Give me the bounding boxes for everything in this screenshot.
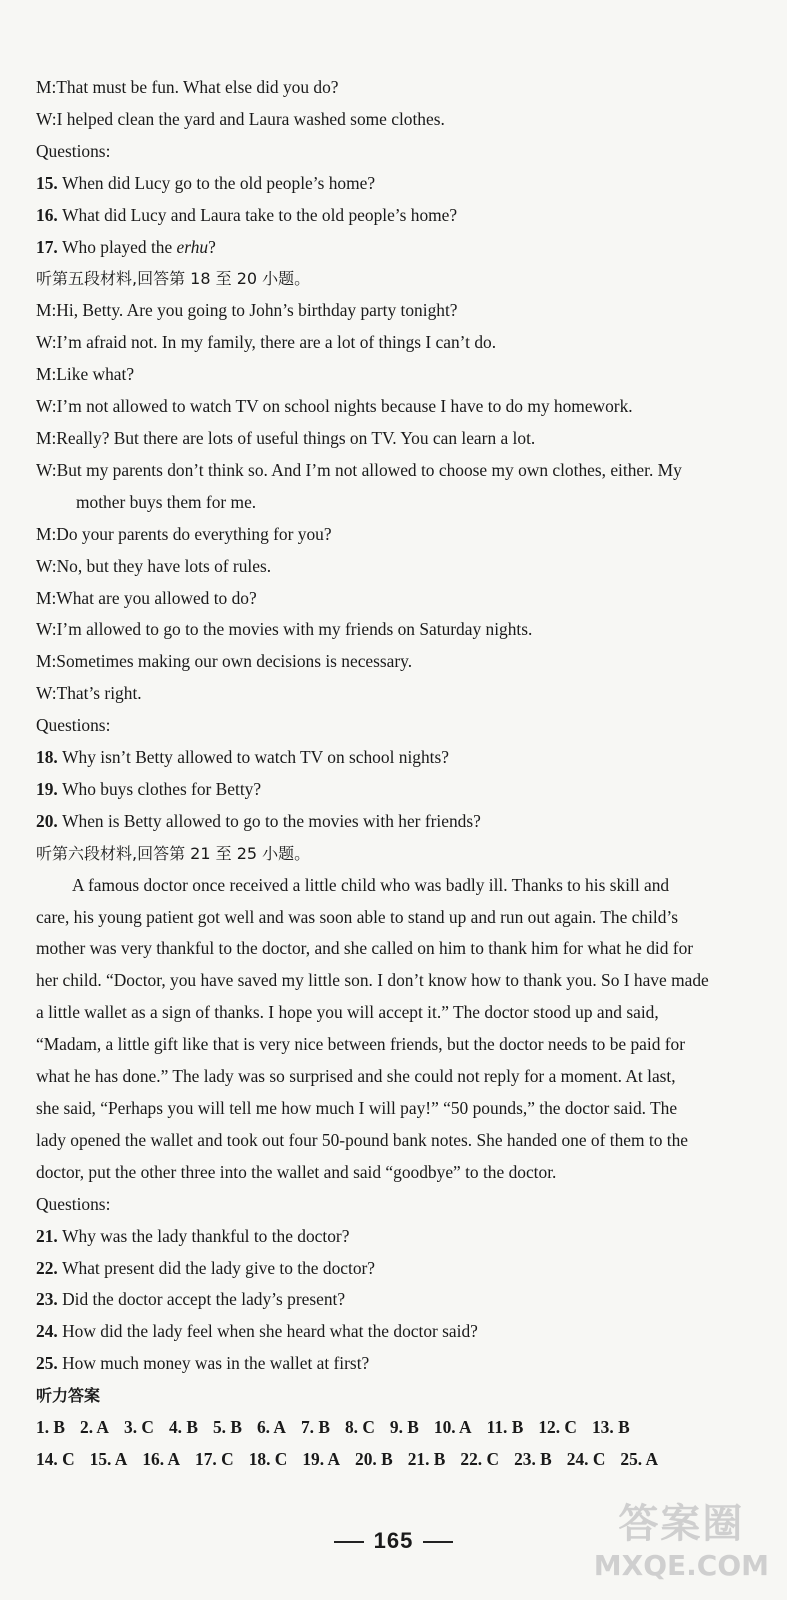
answer-item: 13. B: [591, 1417, 630, 1438]
question-text: How did the lady feel when she heard what the doctor said?: [62, 1321, 478, 1342]
line-text: But my parents don’t think so. And I’m not allowed to choose my own clothes, either. My: [56, 459, 682, 480]
question-item: [36, 806, 736, 838]
passage-line: mother was very thankful to the doctor, and she called on him to thank him for what he did for: [36, 938, 694, 959]
question-number: 18.: [36, 747, 63, 768]
question-item: [36, 1284, 736, 1316]
answer-item: 16. A: [142, 1448, 181, 1469]
speaker-label: W:: [36, 332, 57, 353]
question-item: [36, 774, 736, 806]
question-item: [36, 232, 736, 264]
answer-item: 1. B: [36, 1417, 65, 1438]
line-text: I’m allowed to go to the movies with my friends on Saturday nights.: [56, 619, 533, 640]
dialogue-5-line: [36, 423, 736, 455]
dialogue-5-line: [36, 551, 736, 583]
passage-line: what he has done.” The lady was so surprised and she could not reply for a moment. At last,: [36, 1066, 676, 1087]
answers-heading: 听力答案: [36, 1386, 101, 1406]
answer-item: 4. B: [168, 1417, 198, 1438]
passage-line: care, his young patient got well and was soon able to stand up and run out again. The child’s: [36, 906, 679, 927]
line-text: What are you allowed to do?: [56, 587, 257, 608]
question-item: [36, 168, 736, 200]
dialogue-5-line: [36, 614, 736, 646]
speaker-label: M:: [36, 427, 57, 448]
answer-row-1: [36, 1412, 736, 1444]
dialogue-5-line: [36, 487, 736, 519]
questions-label-1: Questions:: [36, 140, 111, 161]
answer-item: 15. A: [89, 1448, 128, 1469]
passage-line: her child. “Doctor, you have saved my little son. I don’t know how to thank you. So I have made: [36, 970, 709, 991]
dialogue-5-line: [36, 359, 736, 391]
question-list-1: [36, 168, 736, 264]
dialogue-5-line: [36, 583, 736, 615]
watermark-logo: [594, 1492, 769, 1582]
speaker-label: W:: [36, 396, 57, 417]
question-number: 21.: [36, 1225, 63, 1246]
question-list-2: [36, 742, 736, 838]
line-text: That’s right.: [56, 683, 142, 704]
page-content: [36, 72, 736, 1476]
question-item: [36, 200, 736, 232]
question-number: 25.: [36, 1353, 63, 1374]
answer-row-2: [36, 1444, 736, 1476]
speaker-label: W:: [36, 459, 57, 480]
answer-item: 5. B: [212, 1417, 242, 1438]
line-text: I’m afraid not. In my family, there are a lot of things I can’t do.: [56, 332, 497, 353]
answer-item: 18. C: [248, 1448, 288, 1469]
passage-line: doctor, put the other three into the wallet and said “goodbye” to the doctor.: [36, 1161, 557, 1182]
answer-item: 2. A: [80, 1417, 109, 1438]
answer-item: 11. B: [486, 1417, 524, 1438]
page-number: 165: [373, 1528, 414, 1553]
question-item: [36, 1348, 736, 1380]
dialogue-5-line: [36, 678, 736, 710]
answer-item: 6. A: [256, 1417, 286, 1438]
question-item: [36, 1316, 736, 1348]
watermark-url: MXQE.COM: [593, 1549, 769, 1582]
footer-dash-right: [423, 1541, 453, 1543]
question-number: 17.: [36, 236, 63, 257]
speaker-label: M:: [36, 77, 57, 97]
dialogue-4-line: [36, 104, 736, 136]
dialogue-5-line: [36, 295, 736, 327]
question-italic: erhu: [176, 236, 209, 257]
answer-item: 22. C: [460, 1448, 500, 1469]
question-number: 19.: [36, 778, 63, 799]
line-text: Hi, Betty. Are you going to John’s birthday party tonight?: [56, 300, 458, 321]
answer-item: 25. A: [620, 1448, 659, 1469]
answer-item: 24. C: [566, 1448, 606, 1469]
question-number: 15.: [36, 172, 63, 193]
speaker-label: W:: [36, 619, 57, 640]
dialogue-4-end: [36, 72, 736, 136]
answer-item: 3. C: [124, 1417, 154, 1438]
line-text: Like what?: [56, 364, 135, 385]
answer-item: 7. B: [300, 1417, 330, 1438]
footer-dash-left: [334, 1541, 364, 1543]
question-text: How much money was in the wallet at first?: [62, 1353, 370, 1374]
line-text: That must be fun. What else did you do?: [56, 77, 339, 97]
question-number: 20.: [36, 810, 63, 831]
speaker-label: W:: [36, 555, 57, 576]
section-6-heading: 听第六段材料,回答第 21 至 25 小题。: [36, 843, 311, 863]
passage-line: “Madam, a little gift like that is very nice between friends, but the doctor needs to be paid for: [36, 1034, 686, 1055]
dialogue-5-line: [36, 646, 736, 678]
speaker-label: W:: [36, 108, 57, 129]
answer-item: 9. B: [389, 1417, 419, 1438]
speaker-label: M:: [36, 587, 57, 608]
dialogue-5-line: [36, 519, 736, 551]
questions-label-2: Questions:: [36, 715, 111, 736]
question-item: [36, 1221, 736, 1253]
questions-label-3: Questions:: [36, 1193, 111, 1214]
line-text: mother buys them for me.: [76, 491, 257, 512]
question-text-after: ?: [208, 236, 216, 257]
line-text: Really? But there are lots of useful things on TV. You can learn a lot.: [56, 427, 536, 448]
section-5-heading: 听第五段材料,回答第 18 至 20 小题。: [36, 269, 311, 289]
line-text: Do your parents do everything for you?: [56, 523, 332, 544]
question-number: 16.: [36, 204, 63, 225]
speaker-label: M:: [36, 651, 57, 672]
answer-item: 20. B: [355, 1448, 393, 1469]
passage: [36, 870, 736, 1189]
line-text: No, but they have lots of rules.: [56, 555, 272, 576]
question-text: When is Betty allowed to go to the movies with her friends?: [62, 810, 481, 831]
line-text: I’m not allowed to watch TV on school nights because I have to do my homework.: [56, 396, 633, 417]
dialogue-5-line: [36, 455, 736, 487]
speaker-label: W:: [36, 683, 57, 704]
question-text: Why isn’t Betty allowed to watch TV on school nights?: [62, 747, 449, 768]
line-text: Sometimes making our own decisions is necessary.: [56, 651, 413, 672]
speaker-label: M:: [36, 364, 57, 385]
question-item: [36, 742, 736, 774]
answer-item: 12. C: [538, 1417, 577, 1438]
passage-line: lady opened the wallet and took out four 50-pound bank notes. She handed one of them to the: [36, 1129, 688, 1150]
passage-line: she said, “Perhaps you will tell me how much I will pay!” “50 pounds,” the doctor said. The: [36, 1098, 678, 1118]
question-text: What did Lucy and Laura take to the old people’s home?: [62, 204, 458, 225]
answer-item: 21. B: [407, 1448, 446, 1469]
question-list-3: [36, 1221, 736, 1381]
answer-item: 23. B: [514, 1448, 552, 1469]
watermark-logo-text: 答案圈: [618, 1501, 745, 1547]
dialogue-5-line: [36, 327, 736, 359]
speaker-label: M:: [36, 300, 57, 321]
line-text: I helped clean the yard and Laura washed some clothes.: [56, 108, 445, 129]
question-text: What present did the lady give to the doctor?: [62, 1257, 376, 1278]
question-text: Did the doctor accept the lady’s present?: [62, 1289, 346, 1310]
question-text: Who played the: [62, 236, 177, 257]
dialogue-4-line: [36, 72, 736, 104]
question-text: Who buys clothes for Betty?: [62, 778, 262, 799]
question-number: 24.: [36, 1321, 63, 1342]
answer-item: 14. C: [36, 1448, 75, 1469]
dialogue-5: [36, 295, 736, 710]
answer-item: 8. C: [344, 1417, 375, 1438]
question-number: 22.: [36, 1257, 63, 1278]
dialogue-5-line: [36, 391, 736, 423]
question-text: Why was the lady thankful to the doctor?: [62, 1225, 350, 1246]
speaker-label: M:: [36, 523, 57, 544]
answer-item: 19. A: [302, 1448, 341, 1469]
question-number: 23.: [36, 1289, 63, 1310]
passage-line: A famous doctor once received a little child who was badly ill. Thanks to his skill and: [72, 874, 670, 895]
question-item: [36, 1253, 736, 1285]
answer-item: 10. A: [433, 1417, 472, 1438]
question-text: When did Lucy go to the old people’s home?: [62, 172, 376, 193]
passage-line: a little wallet as a sign of thanks. I hope you will accept it.” The doctor stood up and said,: [36, 1002, 659, 1023]
answer-item: 17. C: [195, 1448, 234, 1469]
